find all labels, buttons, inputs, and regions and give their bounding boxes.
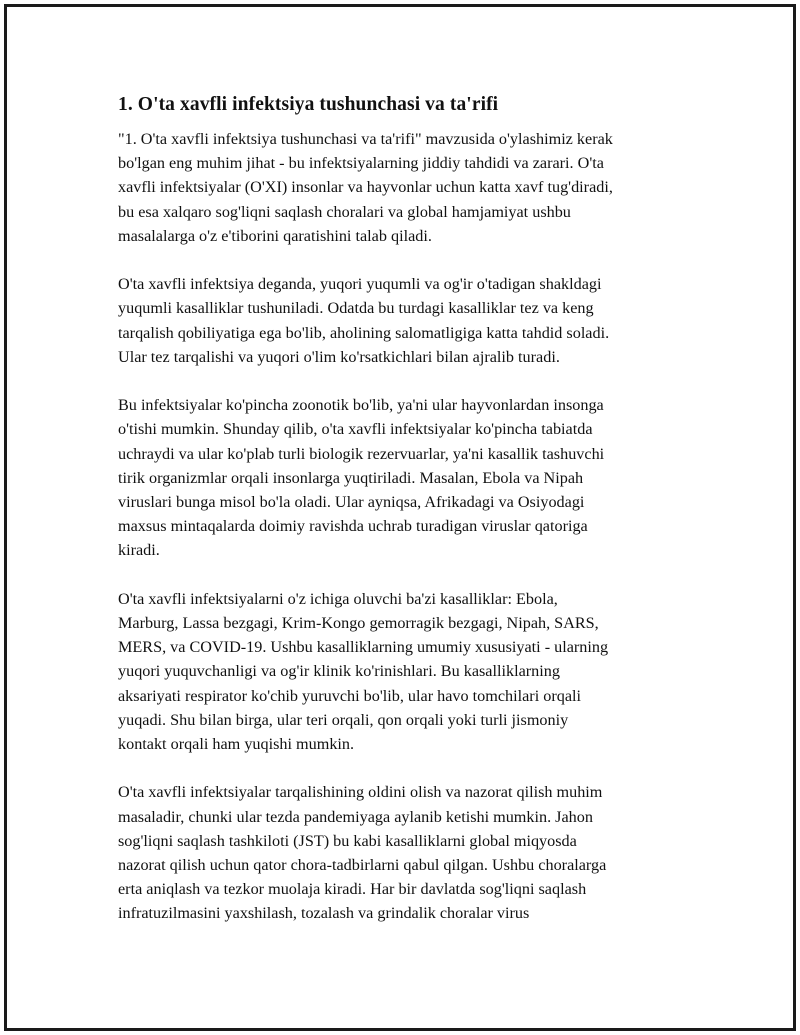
paragraph-line: sog'liqni saqlash tashkiloti (JST) bu kabi kasalliklarni global miqyosda [118, 831, 577, 850]
paragraph-line: kontakt orqali ham yuqishi mumkin. [118, 735, 355, 754]
paragraph-line: Marburg, Lassa bezgagi, Krim-Kongo gemorragik bezgagi, Nipah, SARS, [118, 614, 599, 633]
paragraph-line: O'ta xavfli infektsiyalar tarqalishining oldini olish va nazorat qilish muhim [118, 783, 603, 802]
paragraph-line: xavfli infektsiyalar (O'XI) insonlar va hayvonlar uchun katta xavf tug'diradi, [118, 178, 613, 197]
paragraph-line: Ular tez tarqalishi va yuqori o'lim ko'rsatkichlari bilan ajralib turadi. [118, 347, 560, 366]
paragraph [118, 127, 678, 248]
paragraph-line: viruslari bunga misol bo'la oladi. Ular ayniqsa, Afrikadagi va Osiyodagi [118, 493, 585, 512]
paragraph-line: Bu infektsiyalar ko'pincha zoonotik bo'lib, ya'ni ular hayvonlardan insonga [118, 396, 604, 415]
paragraph-line: o'tishi mumkin. Shunday qilib, o'ta xavfli infektsiyalar ko'pincha tabiatda [118, 420, 593, 439]
paragraph-line: "1. O'ta xavfli infektsiya tushunchasi va ta'rifi" mavzusida o'ylashimiz kerak [118, 130, 613, 148]
paragraph-container [118, 127, 678, 926]
paragraph [118, 393, 678, 562]
paragraph-line: tirik organizmlar orqali insonlarga yuqtiriladi. Masalan, Ebola va Nipah [118, 468, 584, 487]
paragraph-line: O'ta xavfli infektsiyalarni o'z ichiga oluvchi ba'zi kasalliklar: Ebola, [118, 589, 558, 608]
paragraph [118, 587, 678, 756]
paragraph-line: nazorat qilish uchun qator chora-tadbirlarni qabul qilgan. Ushbu choralarga [118, 856, 607, 875]
paragraph-line: bu esa xalqaro sog'liqni saqlash choralari va global hamjamiyat ushbu [118, 202, 571, 221]
paragraph-line: MERS, va COVID-19. Ushbu kasalliklarning umumiy xususiyati - ularning [118, 638, 609, 657]
paragraph-line: tarqalish qobiliyatiga ega bo'lib, aholining salomatligiga katta tahdid soladi. [118, 323, 610, 342]
document-body [118, 92, 678, 950]
paragraph [118, 780, 678, 925]
paragraph-line: aksariyati respirator ko'chib yuruvchi bo'lib, ular havo tomchilari orqali [118, 686, 581, 705]
paragraph-line: bo'lgan eng muhim jihat - bu infektsiyalarning jiddiy tahdidi va zarari. O'ta [118, 154, 604, 173]
paragraph-line: erta aniqlash va tezkor muolaja kiradi. Har bir davlatda sog'liqni saqlash [118, 880, 587, 899]
paragraph-line: masalalarga o'z e'tiborini qaratishini talab qiladi. [118, 226, 432, 245]
paragraph-line: infratuzilmasini yaxshilash, tozalash va grindalik choralar virus [118, 904, 530, 923]
paragraph-line: yuqori yuquvchanligi va og'ir klinik ko'rinishlari. Bu kasalliklarning [118, 662, 560, 681]
paragraph-line: uchraydi va ular ko'plab turli biologik rezervuarlar, ya'ni kasallik tashuvchi [118, 444, 605, 463]
document-heading: 1. O'ta xavfli infektsiya tushunchasi va ta'rifi [118, 94, 499, 115]
paragraph [118, 272, 678, 369]
paragraph-line: yuqumli kasalliklar tushuniladi. Odatda bu turdagi kasalliklar tez va keng [118, 299, 594, 318]
paragraph-line: masaladir, chunki ular tezda pandemiyaga aylanib ketishi mumkin. Jahon [118, 807, 593, 826]
paragraph-line: O'ta xavfli infektsiya deganda, yuqori yuqumli va og'ir o'tadigan shakldagi [118, 275, 602, 294]
paragraph-line: maxsus mintaqalarda doimiy ravishda uchrab turadigan viruslar qatoriga [118, 517, 588, 536]
paragraph-line: kiradi. [118, 541, 160, 560]
paragraph-line: yuqadi. Shu bilan birga, ular teri orqali, qon orqali yoki turli jismoniy [118, 710, 569, 729]
